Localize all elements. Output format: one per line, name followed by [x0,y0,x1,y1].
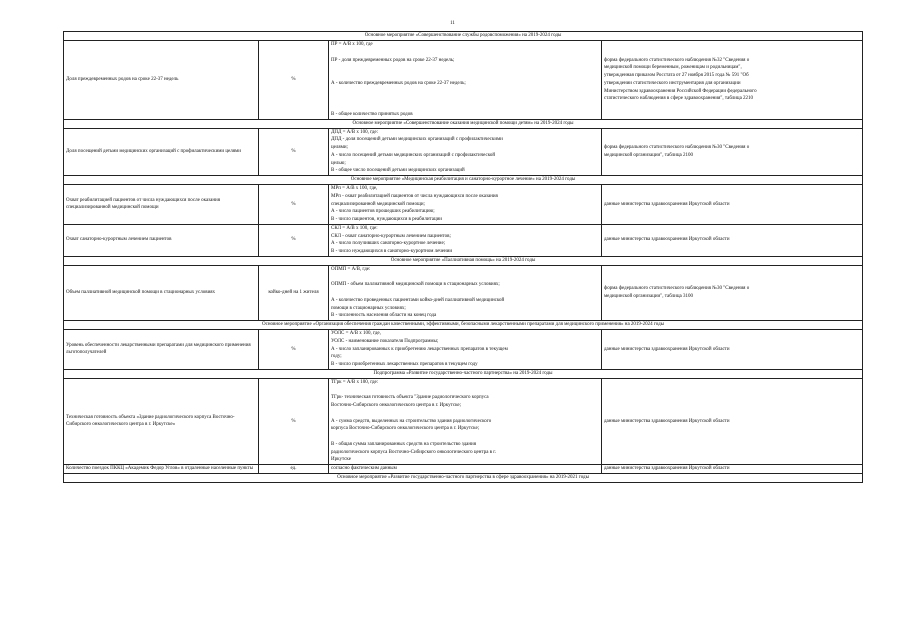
formula-line [331,95,599,103]
formula-line: согласно фактическим данным [331,466,397,471]
indicator-row [64,265,863,320]
calculation-formula [329,378,602,464]
formula-line: А - количество проведенных пациентами койко-дней паллиативной медицинской [331,297,505,303]
calculation-formula [329,224,602,256]
indicator-name: Охват реабилитацией пациентов от числа нуждающихся после оказания специализированной медицинской помощи [64,185,259,225]
indicator-name: Объем паллиативной медицинской помощи в стационарных условиях [64,265,259,320]
formula-line [331,387,599,395]
formula-line: А - число посещений детьми медицинских организаций с профилактической [331,152,496,158]
section-title: Основное мероприятие «Развитие государственно-частного партнерства в сфере здравоохранения» на 2019-2021 годы [64,473,863,482]
formula-line: СКЛ = А/В х 100, где: [331,225,378,231]
source-line: форма федерального статистического наблюдения №30 "Сведения о [604,145,750,150]
calculation-formula [329,265,602,320]
formula-line: В - общая сумма запланированных средств на строительство здания [331,441,477,447]
page-number: 11 [450,21,455,26]
calculation-formula [329,185,602,225]
unit-of-measure: ед. [259,465,329,474]
indicator-row [64,185,863,225]
formula-line: СКЛ - охват санаторно-курортным лечением пациентов; [331,233,451,239]
data-source [602,330,863,370]
formula-line [331,64,599,72]
indicator-row [64,128,863,176]
unit-of-measure: % [259,378,329,464]
formula-line: УОЛС - наименование показателя Подпрограммы; [331,338,439,344]
source-line: форма федерального статистического наблюдения №32 "Сведения о [604,57,750,63]
unit-of-measure: койко-дней на 1 жителя [259,265,329,320]
formula-line: А - количество преждевременных родов на сроке 22-37 недель; [331,80,466,86]
formula-line: А - число запланированных к приобретению лекарственных препаратов в текущем [331,346,508,352]
data-source [602,465,863,474]
section-row [64,176,863,185]
source-line: Министерством здравоохранения Российской Федерации федерального [604,88,757,94]
unit-of-measure: % [259,330,329,370]
formula-line [331,289,599,297]
formula-line: специализированной медицинской помощи; [331,201,425,207]
formula-line: целями; [331,145,348,150]
indicator-name: Охват санаторно-курортным лечением пациентов [64,224,259,256]
source-line: утвержденная приказом Росстата от 27 ноября 2015 года № 591 "Об [604,73,749,78]
section-title: Основное мероприятие «Организация обеспечения граждан качественными, эффективными, безопасными лекарственными препаратами для медицинского применения» на 2019-2024 годы [64,321,863,330]
unit-of-measure: % [259,41,329,120]
indicator-row [64,330,863,370]
indicator-name: Уровень обеспеченности лекарственными препаратами для медицинского применения льготополучателей [64,330,259,370]
formula-line: целью; [331,160,346,166]
indicator-row [64,41,863,120]
formula-line: корпуса Восточно-Сибирского онкологического центра в г. Иркутске; [331,426,480,432]
section-row [64,32,863,41]
formula-line: ТГрк- техническая готовность объекта "Здание радиологического корпуса [331,395,489,401]
section-title: Основное мероприятие «Совершенствование службы родовспоможения» на 2019-2024 годы [64,32,863,41]
indicator-row [64,465,863,474]
source-line: данные министерства здравоохранения Иркутской области [604,466,730,471]
formula-line: В - число пациентов, нуждающихся в реабилитации [331,217,442,222]
formula-line: году; [331,354,342,360]
formula-line [331,103,599,111]
data-source [602,265,863,320]
formula-line: А - сумма средств, выделенных на строительство здания радиологического [331,418,492,424]
formula-line [331,88,599,96]
source-line: медицинской помощи беременным, роженицам и родильницам", [604,65,742,71]
section-title: Основное мероприятие «Медицинская реабилитация и санаторно-курортное лечение» на 2019-2024 годы [64,176,863,185]
formula-line: Иркутске [331,457,351,463]
formula-line: В - число нуждающихся в санаторно-курортном лечении [331,249,453,254]
section-row [64,473,863,482]
formula-line: ДПД = А/В х 100, где: [331,129,379,135]
indicator-name: Доля посещений детьми медицинских организаций с профилактическими целями [64,128,259,176]
source-line: статистического наблюдения в сфере здравоохранения", таблица 2210 [604,96,754,102]
formula-line [331,72,599,80]
section-row [64,256,863,265]
formula-line: ОПМП - объем паллиативной медицинской помощи в стационарных условиях; [331,282,500,288]
indicator-name: Техническая готовность объекта «Здание радиологического корпуса Восточно-Сибирского онкологического центра в г. Иркутске» [64,378,259,464]
calculation-formula [329,128,602,176]
indicator-row [64,224,863,256]
section-row [64,119,863,128]
formula-line: ПР = А/В х 100, где [331,42,373,47]
formula-line: А - число пациентов прошедших реабилитацию; [331,209,435,215]
formula-line: В - общее количество принятых родов [331,111,413,117]
formula-line: помощи в стационарных условиях; [331,305,406,311]
formula-line [331,410,599,418]
indicator-name: Доля преждевременных родов на сроке 22-37 недель [64,41,259,120]
formula-line: ОПМП = А/В, где: [331,266,371,272]
data-source [602,185,863,225]
indicators-table [63,31,863,483]
source-line: данные министерства здравоохранения Иркутской области [604,346,730,352]
source-line: данные министерства здравоохранения Иркутской области [604,201,730,207]
formula-line [331,49,599,57]
data-source [602,128,863,176]
indicator-row [64,378,863,464]
formula-line: радиологического корпуса Восточно-Сибирского онкологического центра в г. [331,449,497,455]
section-row [64,369,863,378]
source-line: медицинской организации", таблица 2100 [604,152,693,158]
source-line: данные министерства здравоохранения Иркутской области [604,418,730,424]
formula-line: УОЛС = А/В х 100, где, [331,331,381,336]
formula-line: Восточно-Сибирского онкологического центра в г. Иркутске; [331,403,461,408]
calculation-formula [329,330,602,370]
formula-line: В - общее число посещений детьми медицинских организаций [331,168,465,174]
calculation-formula [329,41,602,120]
formula-line: В - численность населения области на конец года [331,313,437,319]
section-title: Основное мероприятие «Паллиативная помощь» на 2019-2024 годы [64,256,863,265]
formula-line: ПР - доля преждевременных родов на сроке 22-37 недель; [331,57,455,63]
source-line: медицинской организации", таблица 3100 [604,293,693,299]
formula-line [331,433,599,441]
source-line: утверждении статистического инструментария для организации [604,80,741,86]
formula-line: В - число приобретенных лекарственных препаратов в текущем году [331,362,478,367]
formula-line: МРп = А/В х 100, где, [331,186,378,191]
section-title: Подпрограмма «Развитие государственно-частного партнерства» на 2019-2024 годы [64,369,863,378]
formula-line: МРп - охват реабилитацией пациентов от числа нуждающихся после оказания [331,193,498,199]
calculation-formula [329,465,602,474]
formula-line [331,274,599,282]
section-row [64,321,863,330]
unit-of-measure: % [259,224,329,256]
section-title: Основное мероприятие «Совершенствование оказания медицинской помощи детям» на 2019-2024 годы [64,119,863,128]
source-line: форма федерального статистического наблюдения №30 "Сведения о [604,286,750,292]
data-source [602,41,863,120]
data-source [602,224,863,256]
formula-line: ДПД - доля посещений детьми медицинских организаций с профилактическими [331,137,503,143]
formula-line: ТГрк = А/В х 100, где: [331,379,379,385]
source-line: данные министерства здравоохранения Иркутской области [604,237,730,243]
indicator-name: Количество поездок ПККЦ «Академик Федор Углов» в отдаленные населенные пункты [64,465,259,474]
unit-of-measure: % [259,185,329,225]
formula-line: А - число получивших санаторно-курортное лечение; [331,241,446,247]
unit-of-measure: % [259,128,329,176]
data-source [602,378,863,464]
